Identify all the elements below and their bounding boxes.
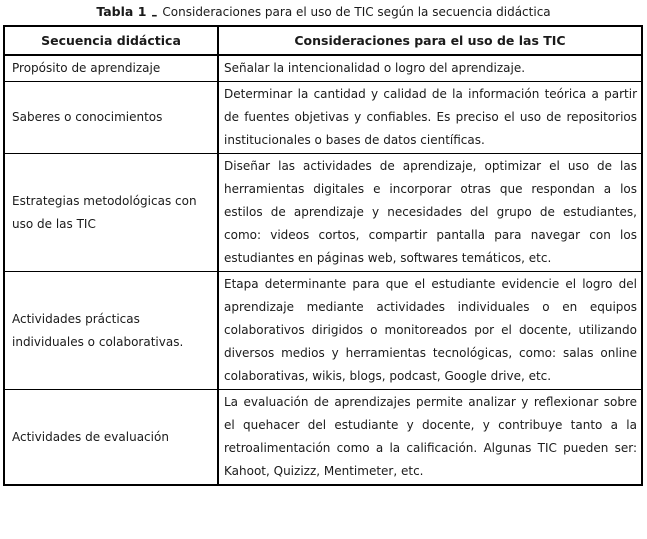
tic-considerations-table <box>3 25 643 486</box>
caption-label: Tabla 1 <box>96 4 147 19</box>
caption-separator: – <box>151 8 158 22</box>
table-row-actividades-evaluacion <box>4 390 642 486</box>
cell-secuencia: Propósito de aprendizaje <box>4 55 218 82</box>
table-header <box>4 26 642 55</box>
table-row-proposito <box>4 55 642 82</box>
cell-consideracion: Señalar la intencionalidad o logro del aprendizaje. <box>218 55 642 82</box>
table-caption <box>0 0 647 25</box>
cell-consideracion: La evaluación de aprendizajes permite analizar y reflexionar sobre el quehacer del estudiante y docente, y contribuye tanto a la retroalimentación como a la calificación. Algunas TIC pueden ser: Kahoot, Quizizz, Mentimeter, etc. <box>218 390 642 486</box>
cell-secuencia: Estrategias metodológicas con uso de las TIC <box>4 154 218 272</box>
header-row <box>4 26 642 55</box>
cell-consideracion: Determinar la cantidad y calidad de la información teórica a partir de fuentes objetivas y confiables. Es preciso el uso de repositorios institucionales o bases de datos científicas. <box>218 82 642 154</box>
table-row-actividades-practicas <box>4 272 642 390</box>
caption-text: Consideraciones para el uso de TIC según la secuencia didáctica <box>162 5 551 19</box>
table-row-estrategias <box>4 154 642 272</box>
column-header-secuencia-didactica: Secuencia didáctica <box>4 26 218 55</box>
cell-secuencia: Actividades prácticas individuales o colaborativas. <box>4 272 218 390</box>
cell-consideracion: Diseñar las actividades de aprendizaje, optimizar el uso de las herramientas digitales e incorporar otras que respondan a los estilos de aprendizaje y necesidades del grupo de estudiantes, como: videos cortos, compartir pantalla para navegar con los estudiantes en páginas web, softwares temáticos, etc. <box>218 154 642 272</box>
column-header-consideraciones-tic: Consideraciones para el uso de las TIC <box>218 26 642 55</box>
table-body <box>4 55 642 485</box>
cell-secuencia: Saberes o conocimientos <box>4 82 218 154</box>
cell-consideracion: Etapa determinante para que el estudiante evidencie el logro del aprendizaje mediante actividades individuales o en equipos colaborativos dirigidos o monitoreados por el docente, utilizando diversos medios y herramientas tecnológicas, como: salas online colaborativas, wikis, blogs, podcast, Google drive, etc. <box>218 272 642 390</box>
cell-secuencia: Actividades de evaluación <box>4 390 218 486</box>
table-row-saberes <box>4 82 642 154</box>
